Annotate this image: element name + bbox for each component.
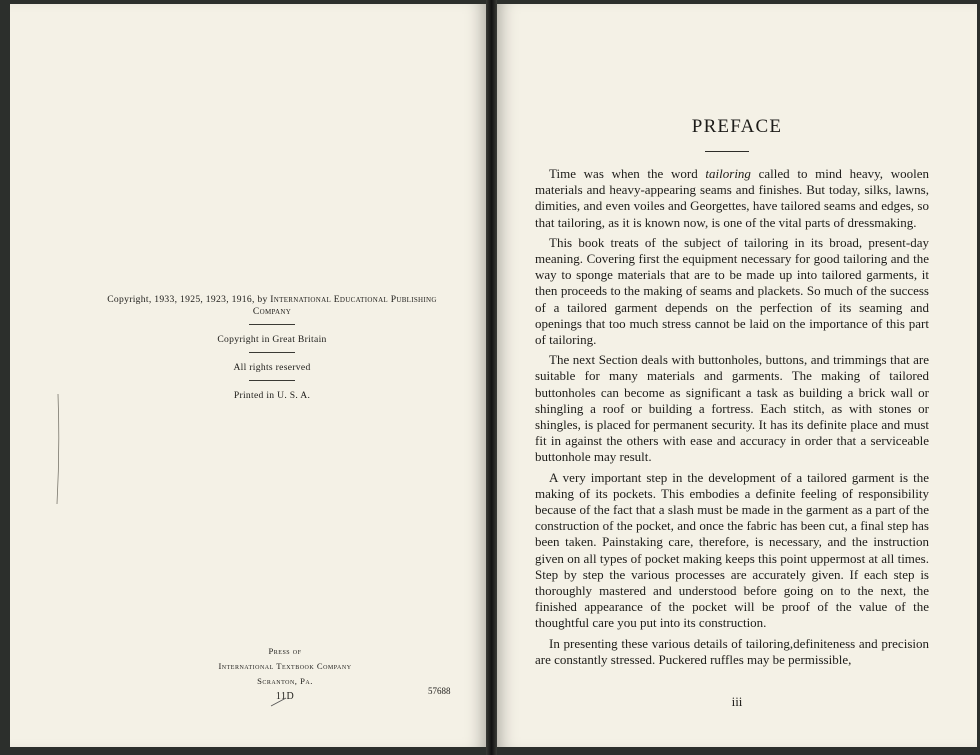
page-crease (55, 394, 61, 504)
emphasized-word: tailoring (705, 166, 751, 181)
press-company: International Textbook Company (218, 661, 352, 671)
copyright-block (82, 294, 462, 402)
paragraph: A very important step in the development of a tailored garment is the making of its pockets. This embodies a definite feeling of responsibility because of the fact that a slash must be made in the garment as a part of the construction of the pocket, and once the fabric has been cut, a final step has been taken. Painstaking care, therefore, is necessary, and the instruction given on all types of pocket making keeps this point uppermost at all times. Step by step the various processes are accurately given. If each step is thoroughly mastered and understood before going on to the next, the finished appearance of the pocket will be proof of the value of the thoughtful care you put into its construction. (535, 469, 929, 631)
paragraph: The next Section deals with buttonholes, buttons, and trimmings that are suitable for many materials and garments. The making of tailored buttonholes can become as significant a task as building a brick wall or shingling a roof or building a fortress. Each stitch, as with stones or shingles, is placed for permanent security. It has its definite place and must fit in against the others with ease and accuracy in order that a serviceable buttonhole may result. (535, 352, 929, 465)
copyright-publisher: International Educational Publishing (270, 294, 437, 305)
book-spine-gutter (486, 0, 497, 755)
preface-body (535, 166, 929, 672)
press-imprint (190, 644, 380, 704)
copyright-years: Copyright, 1933, 1925, 1923, 1916, by (107, 294, 268, 305)
copyright-notice (82, 294, 462, 306)
printed-in: Printed in U. S. A. (233, 390, 311, 401)
divider (249, 380, 295, 381)
copyright-britain: Copyright in Great Britain (217, 334, 327, 345)
divider (249, 352, 295, 353)
paragraph: This book treats of the subject of tailoring in its broad, present-day meaning. Covering first the equipment necessary for good tailoring and the way to sponge materials that are to be made up into tailored garments, it then proceeds to the making of seams and plackets. So much of the success of a tailored garment depends on the perfection of its seaming and openings that too much stress cannot be laid on the importance of this part of tailoring. (535, 234, 929, 348)
pencil-mark (270, 697, 288, 707)
title-divider (705, 151, 749, 152)
divider (249, 324, 295, 325)
press-of: Press of (268, 646, 302, 656)
print-number: 57688 (428, 686, 451, 696)
right-page (497, 4, 977, 747)
copyright-company: Company (252, 306, 292, 317)
page-title: PREFACE (691, 116, 783, 137)
left-page (10, 4, 486, 747)
paragraph: In presenting these various details of tailoring,definiteness and precision are constantly stressed. Puckered ruffles may be permissible, (535, 635, 929, 667)
paragraph: Time was when the word tailoring called to mind heavy, woolen materials and heavy-appearing seams and finishes. But today, silks, lawns, dimities, and even voiles and Georgettes, have tailored seams and edges, so that tailoring, as it is known now, is one of the vital parts of dressmaking. (535, 166, 929, 230)
press-city: Scranton, Pa. (257, 676, 313, 686)
page-number: iii (731, 694, 743, 709)
section-code: 11D (275, 691, 295, 702)
rights-reserved: All rights reserved (233, 362, 311, 373)
